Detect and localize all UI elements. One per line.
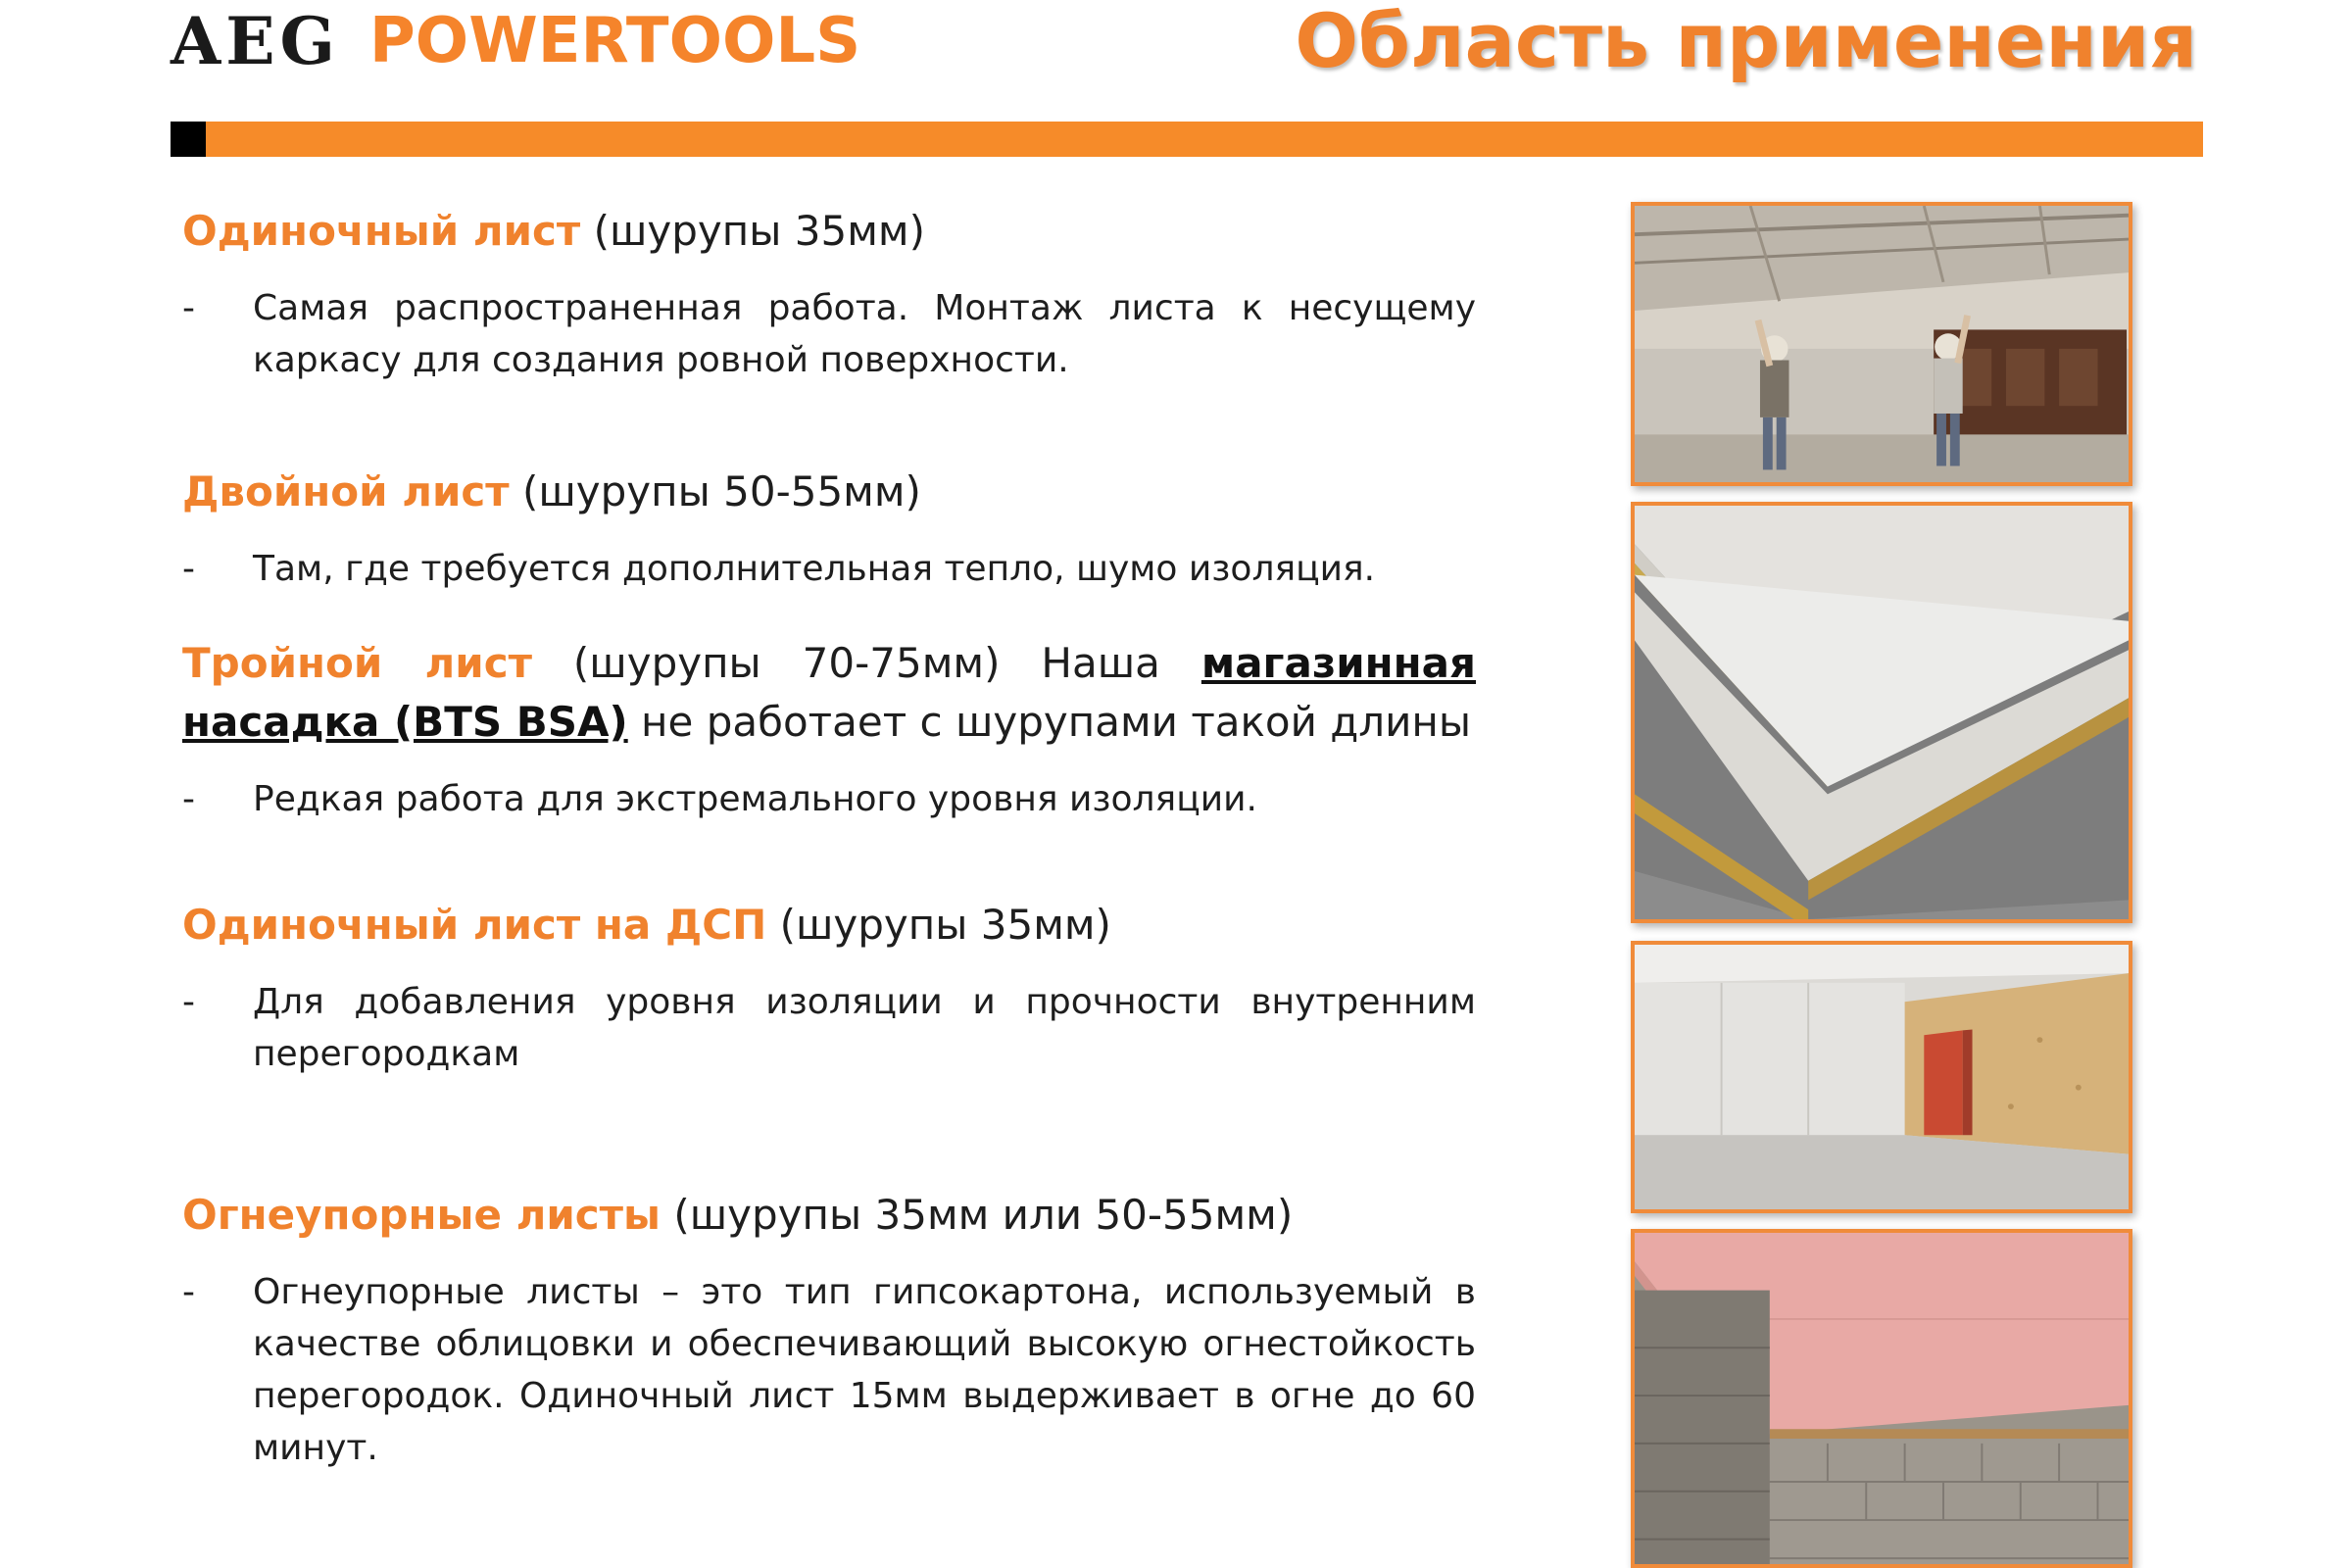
bullet-item [182, 1266, 1476, 1474]
heading-tail: не работает с шурупами такой длины [627, 698, 1472, 746]
bullet-item [182, 976, 1476, 1080]
section-heading [182, 463, 1476, 521]
section-heading [182, 896, 1476, 955]
heading-rest: (шурупы 35мм или 50-55мм) [660, 1191, 1294, 1239]
bullet-text: Для добавления уровня изоляции и прочности внутренним перегородкам [253, 982, 1476, 1074]
bullet-text: Самая распространенная работа. Монтаж листа к несущему каркасу для создания ровной поверхности. [253, 288, 1476, 380]
content-column [182, 202, 1476, 1474]
heading-rest: (шурупы 35мм) [766, 901, 1111, 949]
heading-rest: (шурупы 70-75мм) Наша [531, 639, 1201, 687]
photo-chipboard-partition [1631, 941, 2132, 1213]
section-double-sheet [182, 463, 1476, 595]
header-orange-rule [171, 122, 2203, 157]
bullet-dash: - [182, 779, 195, 819]
bullet-dash: - [182, 982, 195, 1022]
section-heading [182, 634, 1476, 752]
bullet-item [182, 543, 1476, 595]
slide-title: Область применения [1295, 0, 2197, 84]
section-heading [182, 1186, 1476, 1245]
logo-aeg-text: AEG [171, 3, 340, 79]
heading-highlight: Одиночный лист [182, 207, 581, 255]
photo-ceiling-installation [1631, 202, 2132, 486]
bullet-dash: - [182, 288, 195, 328]
photo-fireproof-ceiling [1631, 1229, 2132, 1568]
logo-powertools-text: POWERTOOLS [368, 5, 861, 77]
bullet-dash: - [182, 549, 195, 589]
bullet-dash: - [182, 1272, 195, 1312]
heading-rest: (шурупы 35мм) [580, 207, 925, 255]
header-black-square [171, 122, 206, 157]
aeg-powertools-logo [171, 2, 860, 80]
heading-highlight: Двойной лист [182, 467, 510, 515]
section-heading [182, 202, 1476, 261]
photo-drywall-sheet-edge [1631, 502, 2132, 923]
bullet-text: Там, где требуется дополнительная тепло, шумо изоляция. [253, 549, 1376, 589]
heading-highlight: Тройной лист [182, 639, 532, 687]
magazine-attachment-link: магазинная насадка (BTS BSA) [182, 639, 1476, 746]
heading-highlight: Одиночный лист на ДСП [182, 901, 767, 949]
heading-highlight: Огнеупорные листы [182, 1191, 661, 1239]
bullet-text: Редкая работа для экстремального уровня изоляции. [253, 779, 1257, 819]
section-triple-sheet [182, 634, 1476, 825]
section-single-sheet-chipboard [182, 896, 1476, 1080]
bullet-text: Огнеупорные листы – это тип гипсокартона, используемый в качестве облицовки и обеспечивающий высокую огнестойкость перегородок. Одиночный лист 15мм выдерживает в огне до 60 минут. [253, 1272, 1476, 1468]
section-single-sheet [182, 202, 1476, 386]
bullet-item [182, 282, 1476, 386]
heading-rest: (шурупы 50-55мм) [509, 467, 921, 515]
bullet-item [182, 773, 1476, 825]
section-fireproof-sheets [182, 1186, 1476, 1474]
